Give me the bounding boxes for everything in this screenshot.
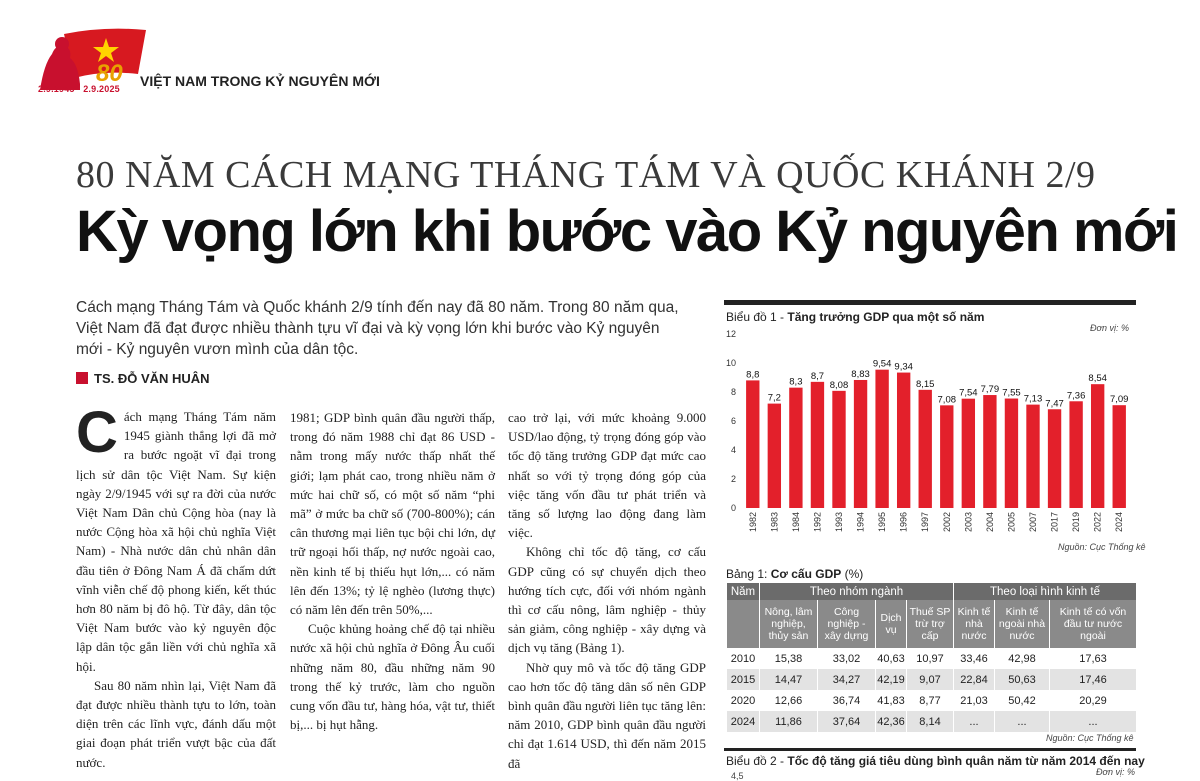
bar — [1048, 409, 1061, 508]
col-header: Dịch vụ — [876, 600, 907, 648]
x-tick-label: 2019 — [1071, 512, 1082, 533]
x-tick-label: 1993 — [834, 512, 844, 533]
headline: Kỳ vọng lớn khi bước vào Kỷ nguyên mới — [76, 199, 1178, 264]
bar — [897, 373, 910, 508]
bar-value-label: 7,09 — [1109, 394, 1129, 406]
paragraph: Cuộc khủng hoảng chế độ tại nhiều nước xã hội chủ nghĩa ở Đông Âu cuối những năm 80, đầu những năm 90 trong thế kỷ trước, làm cho nguồn cung vốn đầu tư, hàng hóa, vật tư, thiết bị,... bị hụt hẫng. — [290, 621, 495, 733]
x-tick-label: 2007 — [1028, 512, 1038, 533]
paragraph: Nhờ quy mô và tốc độ tăng GDP cao hơn tốc độ tăng dân số nên GDP bình quân đầu người liên tục tăng lên: năm 2010, GDP bình quân đầu người chỉ đạt 1.614 USD, thì đến năm 2015 đã — [508, 659, 706, 771]
bar — [854, 380, 867, 508]
bar — [983, 395, 996, 508]
bar — [940, 405, 953, 508]
bar-value-label: 9,34 — [894, 361, 913, 373]
dropcap: C — [76, 400, 118, 465]
bar-value-label: 8,54 — [1088, 373, 1107, 385]
x-tick-label: 2002 — [941, 512, 952, 533]
bar — [919, 390, 932, 508]
x-tick-label: 1992 — [812, 512, 823, 533]
table-row: 2024 11,86 37,64 42,36 8,14 ... ... ... — [727, 711, 1137, 732]
col-header: Kinh tế nhà nước — [954, 600, 995, 648]
author-name: TS. ĐỖ VĂN HUÂN — [94, 371, 210, 386]
bar-value-label: 9,54 — [872, 358, 892, 370]
group-ownership-header: Theo loại hình kinh tế — [954, 583, 1137, 600]
y-tick-label: 8 — [730, 387, 736, 397]
bar — [832, 391, 845, 508]
y-tick-label: 0 — [730, 503, 736, 513]
chart-top-rule — [724, 300, 1136, 305]
x-tick-label: 2024 — [1114, 512, 1125, 533]
paragraph: Không chỉ tốc độ tăng, cơ cấu GDP cũng có sự chuyển dịch theo hướng tích cực, đối với nhóm ngành thì cơ cấu nông, lâm nghiệp - thủy sản giảm, công nghiệp - xây dựng và dịch vụ tăng (Bảng 1). — [508, 544, 706, 656]
y-tick-label: 2 — [730, 474, 736, 484]
group-sector-header: Theo nhóm ngành — [760, 583, 954, 600]
bar — [746, 380, 759, 508]
table-row: 2020 12,66 36,74 41,83 8,77 21,03 50,42 20,29 — [727, 690, 1137, 711]
byline — [76, 371, 210, 386]
col-header: Nông, lâm nghiệp, thủy sản — [760, 600, 818, 648]
column-2 — [290, 408, 495, 734]
bar-value-label: 7,08 — [937, 394, 957, 406]
column-1 — [76, 400, 276, 772]
logo-number: 80 — [96, 60, 123, 87]
bar-value-label: 8,8 — [746, 369, 760, 381]
bar-value-label: 7,2 — [767, 392, 781, 404]
bar — [1069, 401, 1082, 508]
bar-value-label: 8,15 — [915, 378, 935, 390]
x-tick-label: 2005 — [1006, 512, 1017, 533]
x-tick-label: 1997 — [920, 512, 931, 533]
bar — [1091, 384, 1104, 508]
gdp-growth-chart — [724, 326, 1136, 542]
x-tick-label: 1996 — [898, 512, 909, 533]
bar — [811, 382, 824, 508]
col-header: Thuế SP trừ trợ cấp — [907, 600, 954, 648]
table-title: Bảng 1: Cơ cấu GDP (%) — [726, 567, 864, 581]
bar-value-label: 7,36 — [1066, 390, 1086, 402]
gdp-structure-table — [726, 583, 1136, 732]
column-3 — [508, 408, 706, 773]
bar-value-label: 8,3 — [789, 376, 803, 388]
col-year-header: Năm — [727, 583, 760, 600]
y-tick-label: 4 — [730, 445, 736, 455]
table-row: 2015 14,47 34,27 42,19 9,07 22,84 50,63 17,46 — [727, 669, 1137, 690]
kicker: 80 NĂM CÁCH MẠNG THÁNG TÁM VÀ QUỐC KHÁNH 2/9 — [76, 154, 1096, 196]
chart-1-title: Biểu đồ 1 - Tăng trưởng GDP qua một số năm — [726, 310, 985, 324]
bar — [789, 388, 802, 508]
x-tick-label: 2004 — [984, 512, 995, 533]
y-tick-label: 10 — [725, 358, 736, 368]
x-tick-label: 2017 — [1049, 512, 1060, 533]
chart-2-title: Biểu đồ 2 - Tốc độ tăng giá tiêu dùng bình quân năm từ năm 2014 đến nay — [726, 754, 1145, 768]
x-tick-label: 1995 — [877, 512, 888, 533]
x-tick-label: 1984 — [790, 512, 801, 533]
paragraph: cao trở lại, với mức khoảng 9.000 USD/lao động, tỷ trọng đóng góp vào tốc độ tăng trưởng GDP đạt mức cao nhất so với tỷ trọng đóng góp của việc tăng vốn đầu tư phát triển và tăng số lượng lao động đang làm việc. — [508, 410, 706, 541]
paragraph: Cách mạng Tháng Tám năm 1945 giành thắng lợi đã mở ra bước ngoặt vĩ đại trong lịch sử dân tộc Việt Nam. Sự kiện ngày 2/9/1945 với sự ra đời của nước Việt Nam Dân chủ Cộng hòa (nay là nước Cộng hòa xã hội chủ nghĩa Việt Nam) - Nhà nước dân chủ nhân dân đầu tiên ở Đông Nam Á đã chấm dứt vĩnh viễn chế độ phong kiến, kết thúc hơn 80 năm bị đô hộ. Từ đây, dân tộc Việt Nam bước vào kỷ nguyên độc lập dân tộc gắn liền với chủ nghĩa xã hội. — [76, 400, 276, 674]
blank-header — [727, 600, 760, 648]
bar-value-label: 7,13 — [1023, 393, 1043, 405]
x-tick-label: 2003 — [963, 512, 974, 533]
col-header: Công nghiệp - xây dựng — [818, 600, 876, 648]
bar-value-label: 7,55 — [1002, 387, 1021, 399]
chart-1-source: Nguồn: Cục Thống kê — [1058, 542, 1146, 552]
table-source: Nguồn: Cục Thống kê — [1046, 733, 1134, 743]
paragraph: Sau 80 năm nhìn lại, Việt Nam đã đạt được nhiều thành tựu to lớn, toàn diện trên các lĩnh vực, đánh dấu một giai đoạn phát triển vượt bậc của đất nước. — [76, 677, 276, 770]
col-header: Kinh tế có vốn đầu tư nước ngoài — [1050, 600, 1137, 648]
chart-2-first-tick: 4,5 — [731, 771, 744, 781]
bar-value-label: 7,54 — [959, 387, 978, 399]
bar-value-label: 7,79 — [980, 384, 1000, 396]
paragraph: 1981; GDP bình quân đầu người thấp, trong đó năm 1988 chỉ đạt 86 USD - nằm trong mấy nước thấp nhất thế giới; lạm phát cao, trong nhiều năm ở mức hai chữ số, có một số năm “phi mã” ở mức ba chữ số (700-800%); cán cân thương mại liên tục bội chi lớn, dự trữ ngoại hối thấp, nợ nước ngoài cao, nền kinh tế bị thiếu hụt lớn,... có năm lên đến 13%; tỷ lệ nghèo (lương thực) có năm lên đến trên 50%,... — [290, 410, 495, 618]
col-header: Kinh tế ngoài nhà nước — [995, 600, 1050, 648]
bar — [768, 404, 781, 508]
bar-value-label: 8,08 — [829, 379, 849, 391]
bar — [1113, 405, 1126, 508]
bar — [962, 399, 975, 508]
bar-value-label: 8,7 — [810, 370, 825, 382]
bar — [875, 370, 888, 508]
bar — [1005, 399, 1018, 508]
chart-2-rule — [724, 748, 1136, 751]
x-tick-label: 1982 — [747, 512, 758, 533]
section-label: VIỆT NAM TRONG KỶ NGUYÊN MỚI — [140, 73, 380, 89]
bar-value-label: 8,83 — [851, 368, 870, 380]
y-tick-label: 12 — [725, 329, 736, 339]
bar-value-label: 7,47 — [1045, 398, 1064, 410]
chart-1-unit: Đơn vị: % — [1090, 323, 1129, 333]
x-tick-label: 1983 — [769, 512, 780, 533]
chart-2-unit: Đơn vị: % — [1096, 767, 1135, 777]
logo-dates: 2.9.1945 - 2.9.2025 — [38, 84, 120, 94]
lede: Cách mạng Tháng Tám và Quốc khánh 2/9 tính đến nay đã 80 năm. Trong 80 năm qua, Việt Nam đã đạt được nhiều thành tựu vĩ đại và kỳ vọng lớn khi bước vào Kỷ nguyên mới - Kỷ nguyên vươn mình của dân tộc. — [76, 299, 679, 358]
y-tick-label: 6 — [730, 416, 736, 426]
x-tick-label: 2022 — [1092, 512, 1103, 533]
bar — [1026, 405, 1039, 508]
table-row: 2010 15,38 33,02 40,63 10,97 33,46 42,98 17,63 — [727, 648, 1137, 669]
pen-icon — [76, 372, 88, 384]
x-tick-label: 1994 — [855, 512, 866, 533]
